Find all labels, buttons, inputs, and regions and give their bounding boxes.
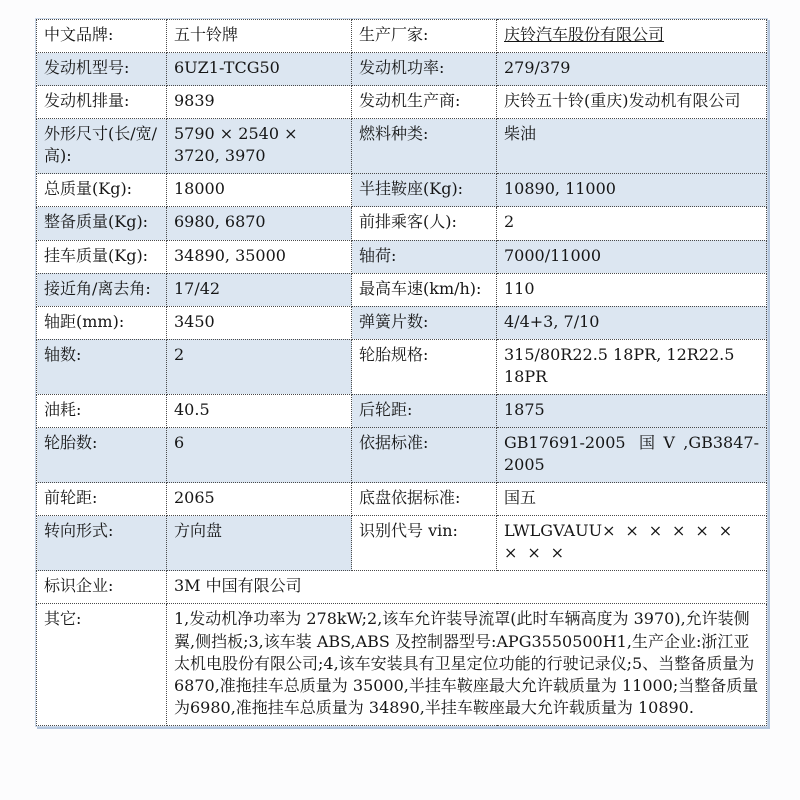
vin-value-cell <box>497 516 767 571</box>
spec-label-cell: 外形尺寸(长/宽/高): <box>37 119 167 174</box>
spec-label-cell: 轴距(mm): <box>37 306 167 339</box>
table-row <box>37 339 767 394</box>
spec-label-cell: 标识企业: <box>37 571 167 604</box>
table-row <box>37 604 767 725</box>
other-notes-cell: 1,发动机净功率为 278kW;2,该车允许装导流罩(此时车辆高度为 3970),允许装侧翼,侧挡板;3,该车装 ABS,ABS 及控制器型号:APG3550500H1,生产企业:浙江亚太机电股份有限公司;4,该车安装具有卫星定位功能的行驶记录仪;5、当整备质量为 6870,准拖挂车总质量为 35000,半挂车鞍座最大允许载质量为 11000;当整备质量为6980,准拖挂车总质量为 34890,半挂车鞍座最大允许载质量为 10890. <box>167 604 767 725</box>
underlined-text: 庆铃汽车股份有限公司 <box>504 25 665 44</box>
spec-label-cell: 接近角/离去角: <box>37 273 167 306</box>
table-row <box>37 306 767 339</box>
spec-value-cell: 2065 <box>167 483 352 516</box>
spec-label-cell: 前轮距: <box>37 483 167 516</box>
spec-label-cell: 生产厂家: <box>352 20 497 53</box>
spec-value-cell: 1875 <box>497 394 767 427</box>
spec-label-cell: 发动机排量: <box>37 86 167 119</box>
spec-label-cell: 总质量(Kg): <box>37 174 167 207</box>
spec-value-cell: 6UZ1-TCG50 <box>167 53 352 86</box>
spec-label-cell: 前排乘客(人): <box>352 207 497 240</box>
spec-label-cell: 轮胎数: <box>37 428 167 483</box>
spec-value-cell: 五十铃牌 <box>167 20 352 53</box>
table-row <box>37 516 767 571</box>
spec-label-cell: 最高车速(km/h): <box>352 273 497 306</box>
spec-value-cell: 40.5 <box>167 394 352 427</box>
spec-value-cell: 4/4+3, 7/10 <box>497 306 767 339</box>
spec-label-cell: 轴荷: <box>352 240 497 273</box>
spec-value-cell: 17/42 <box>167 273 352 306</box>
spec-label-cell: 底盘依据标准: <box>352 483 497 516</box>
spec-label-cell: 识别代号 vin: <box>352 516 497 571</box>
spec-label-cell: 弹簧片数: <box>352 306 497 339</box>
spec-label-cell: 半挂鞍座(Kg): <box>352 174 497 207</box>
vin-prefix: LWLGVAUU <box>504 521 603 541</box>
spec-value-cell: 18000 <box>167 174 352 207</box>
table-row <box>37 273 767 306</box>
spec-value-cell: 279/379 <box>497 53 767 86</box>
spec-value-cell: 110 <box>497 273 767 306</box>
spec-label-cell: 燃料种类: <box>352 119 497 174</box>
spec-label-cell: 其它: <box>37 604 167 725</box>
spec-label-cell: 轮胎规格: <box>352 339 497 394</box>
spec-label-cell: 轴数: <box>37 339 167 394</box>
spec-value-cell: 315/80R22.5 18PR, 12R22.5 18PR <box>497 339 767 394</box>
spec-label-cell: 发动机生产商: <box>352 86 497 119</box>
spec-table-wrap <box>35 18 768 727</box>
spec-label-cell: 依据标准: <box>352 428 497 483</box>
spec-value-cell: 34890, 35000 <box>167 240 352 273</box>
spec-label-cell: 转向形式: <box>37 516 167 571</box>
spec-label-cell: 发动机型号: <box>37 53 167 86</box>
table-row <box>37 174 767 207</box>
spec-label-cell: 整备质量(Kg): <box>37 207 167 240</box>
table-row <box>37 53 767 86</box>
spec-value-cell: 庆铃五十铃(重庆)发动机有限公司 <box>497 86 767 119</box>
labeling-company-cell: 3M 中国有限公司 <box>167 571 767 604</box>
spec-value-cell: 5790 × 2540 × 3720, 3970 <box>167 119 352 174</box>
spec-value-cell: 柴油 <box>497 119 767 174</box>
spec-value-cell: 国五 <box>497 483 767 516</box>
spec-value-cell: 6980, 6870 <box>167 207 352 240</box>
table-row <box>37 240 767 273</box>
spec-label-cell: 后轮距: <box>352 394 497 427</box>
spec-label-cell: 发动机功率: <box>352 53 497 86</box>
spec-label-cell: 中文品牌: <box>37 20 167 53</box>
spec-value-cell: 方向盘 <box>167 516 352 571</box>
spec-value-cell: 10890, 11000 <box>497 174 767 207</box>
table-row <box>37 207 767 240</box>
table-row <box>37 483 767 516</box>
table-row <box>37 394 767 427</box>
table-row <box>37 86 767 119</box>
table-row <box>37 571 767 604</box>
spec-value-cell: 7000/11000 <box>497 240 767 273</box>
spec-label-cell: 油耗: <box>37 394 167 427</box>
spec-value-cell: 2 <box>167 339 352 394</box>
spec-value-cell: 9839 <box>167 86 352 119</box>
spec-value-cell: 2 <box>497 207 767 240</box>
standard-value-cell: GB17691-2005 国Ⅴ,GB3847-2005 <box>497 428 767 483</box>
spec-label-cell: 挂车质量(Kg): <box>37 240 167 273</box>
manufacturer-link[interactable] <box>497 20 767 53</box>
table-row <box>37 20 767 53</box>
table-row <box>37 119 767 174</box>
table-row <box>37 428 767 483</box>
spec-value-cell: 6 <box>167 428 352 483</box>
vin-masked-digits: ××××××××× <box>504 521 743 563</box>
spec-value-cell: 3450 <box>167 306 352 339</box>
vehicle-spec-table <box>36 19 767 726</box>
